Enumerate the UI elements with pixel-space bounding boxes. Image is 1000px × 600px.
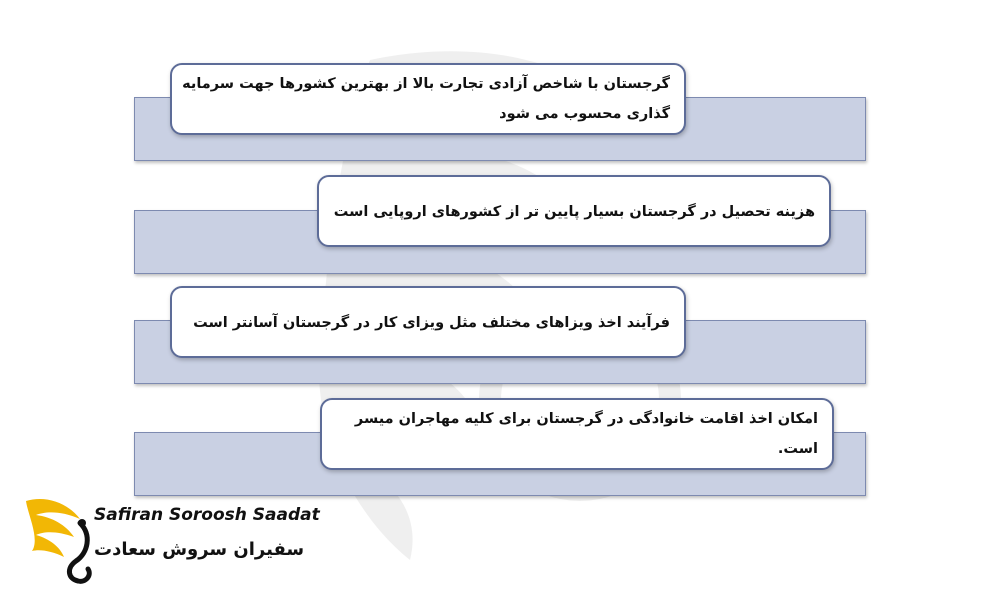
- item-1-text: گرجستان با شاخص آزادی تجارت بالا از بهترین کشورها جهت سرمایه گذاری محسوب می شود: [182, 76, 670, 122]
- logo-text-en: Safiran Soroosh Saadat: [94, 505, 320, 525]
- company-logo: [22, 493, 320, 588]
- item-2-text: هزینه تحصیل در گرجستان بسیار پایین تر از کشورهای اروپایی است: [333, 204, 815, 220]
- item-3-text: فرآیند اخذ ویزاهای مختلف مثل ویزای کار در گرجستان آسانتر است: [193, 315, 670, 331]
- golden-wing-swan-icon: [22, 493, 102, 588]
- item-4-text: امکان اخذ اقامت خانوادگی در گرجستان برای کلیه مهاجران میسر است.: [354, 411, 818, 457]
- logo-text-fa: سفیران سروش سعادت: [94, 539, 305, 560]
- item-3-card: [170, 286, 686, 358]
- item-4-card: [320, 398, 834, 470]
- item-2-card: [317, 175, 831, 247]
- item-1-card: [170, 63, 686, 135]
